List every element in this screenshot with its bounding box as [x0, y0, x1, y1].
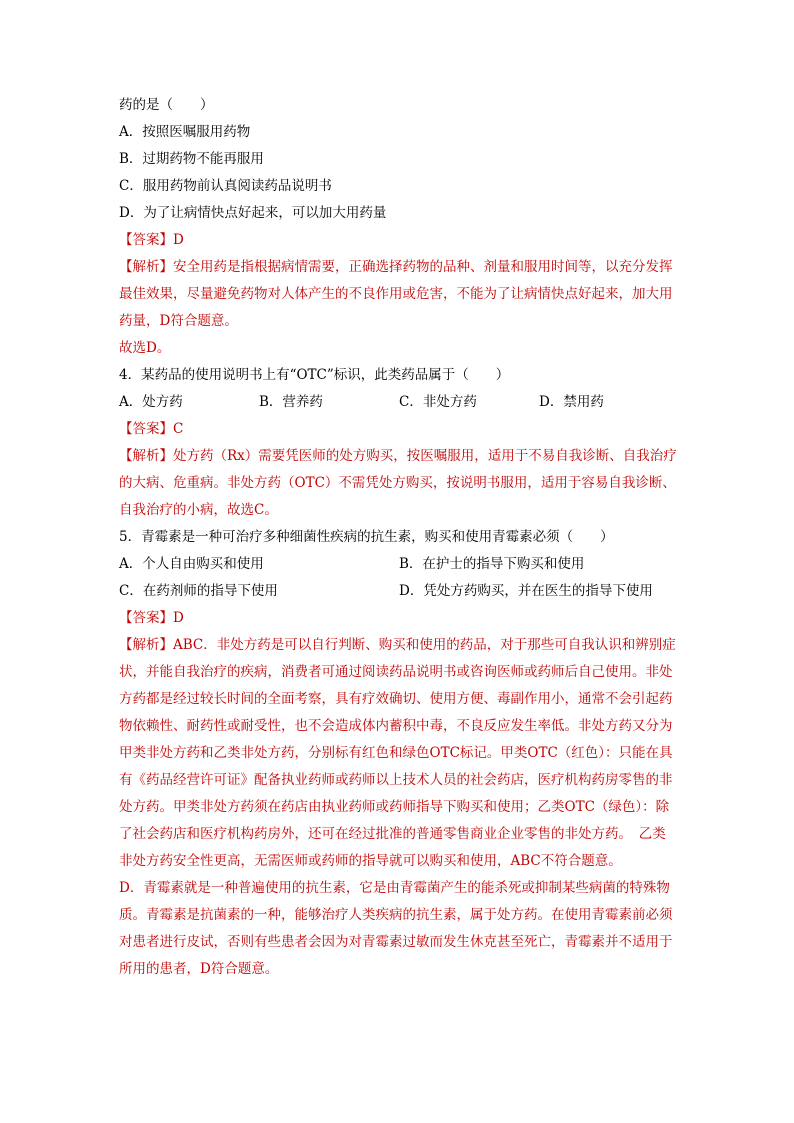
q4-answer: 【答案】C	[119, 421, 184, 437]
q3-conclusion: 故选D。	[119, 340, 171, 356]
q5-stem: 5．青霉素是一种可治疗多种细菌性疾病的抗生素，购买和使用青霉素必须（ ）	[119, 529, 614, 545]
q4-options	[119, 389, 679, 416]
q5-option-c: C．在药剂师的指导下使用	[119, 583, 278, 599]
q4-option-c: C．非处方药	[399, 394, 477, 410]
q5-analysis-d: D．青霉素就是一种普遍使用的抗生素，它是由青霉菌产生的能杀死或抑制某些病菌的特殊物质。青霉素是抗菌素的一种，能够治疗人类疾病的抗生素，属于处方药。在使用青霉素前必须对患者进行皮试，否则有些患者会因为对青霉素过敏而发生休克甚至死亡，青霉素并不适用于所用的患者，D符合题意。	[119, 880, 673, 977]
q4-option-b: B．营养药	[259, 394, 323, 410]
q5-analysis-abc-text: ABC．非处方药是可以自行判断、购买和使用的药品，对于那些可自我认识和辨别症状，并能自我治疗的疾病，消费者可通过阅读药品说明书或咨询医师或药师后自己使用。非处方药都是经过较长时间的全面考察，具有疗效确切、使用方便、毒副作用小，通常不会引起药物依赖性、耐药性或耐受性，也不会造成体内蓄积中毒，不良反应发生率低。非处方药又分为甲类非处方药和乙类非处方药，分别标有红色和绿色OTC标记。甲类OTC（红色）：只能在具有《药品经营许可证》配备执业药师或药师以上技术人员的社会药店，医疗机构药房零售的非处方药。甲类非处方药须在药店由执业药师或药师指导下购买和使用；乙类OTC（绿色）：除了社会药店和医疗机构药房外，还可在经过批准的普通零售商业企业零售的非处方药。 乙类非处方药安全性更高，无需医师或药师的指导就可以购买和使用，ABC不符合题意。	[119, 637, 676, 869]
q3-analysis-text: 安全用药是指根据病情需要，正确选择药物的品种、剂量和服用时间等，以充分发挥最佳效果，尽量避免药物对人体产生的不良作用或危害，不能为了让病情快点好起来，加大用药量，D符合题意。	[119, 259, 673, 329]
q5-options-row2	[119, 578, 679, 605]
document-page	[119, 92, 679, 983]
q3-stem-tail: 药的是（ ）	[119, 97, 214, 113]
q3-analysis	[119, 254, 679, 335]
q4-option-d: D．禁用药	[539, 394, 604, 410]
q4-analysis-tag: 【解析】	[119, 448, 173, 464]
q5-option-a: A．个人自由购买和使用	[119, 556, 264, 572]
q5-option-b: B．在护士的指导下购买和使用	[399, 556, 585, 572]
q4-analysis-text: 处方药（Rx）需要凭医师的处方购买，按医嘱服用，适用于不易自我诊断、自我治疗的大病、危重病。非处方药（OTC）不需凭处方购买，按说明书服用，适用于容易自我诊断、自我治疗的小病，故选C。	[119, 448, 677, 518]
q4-option-a: A．处方药	[119, 394, 183, 410]
q3-analysis-tag: 【解析】	[119, 259, 173, 275]
q4-stem: 4．某药品的使用说明书上有“OTC”标识，此类药品属于（ ）	[119, 367, 510, 383]
q3-answer: 【答案】D	[119, 232, 184, 248]
q3-option-c: C．服用药物前认真阅读药品说明书	[119, 178, 332, 194]
q5-options-row1	[119, 551, 679, 578]
q5-analysis-abc	[119, 632, 679, 875]
q5-option-d: D．凭处方药购买，并在医生的指导下使用	[399, 583, 653, 599]
q5-answer: 【答案】D	[119, 610, 184, 626]
q3-option-b: B．过期药物不能再服用	[119, 151, 264, 167]
q3-option-a: A．按照医嘱服用药物	[119, 124, 251, 140]
q5-analysis-tag: 【解析】	[119, 637, 173, 653]
q4-analysis	[119, 443, 679, 524]
q3-option-d: D．为了让病情快点好起来，可以加大用药量	[119, 205, 387, 221]
